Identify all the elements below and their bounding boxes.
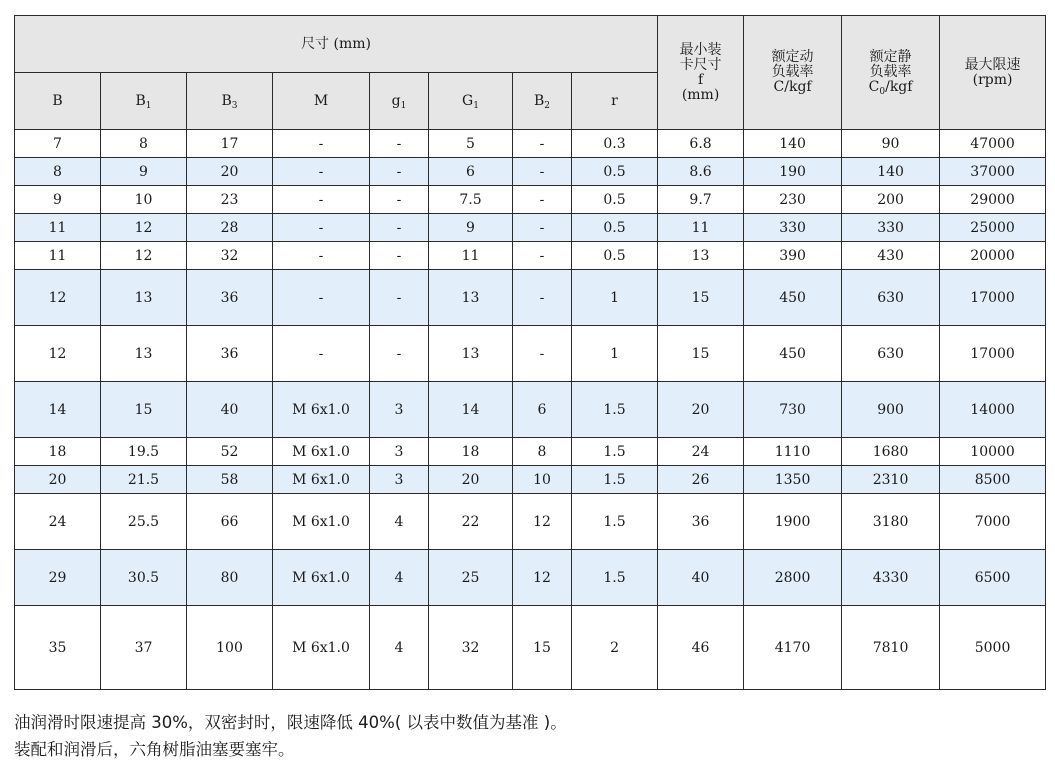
table-cell: - — [513, 242, 572, 270]
table-row — [15, 466, 1046, 494]
dim-col-symbol: r — [611, 92, 618, 109]
table-cell: 20000 — [940, 242, 1046, 270]
table-cell: 90 — [842, 130, 940, 158]
table-cell: 20 — [658, 382, 744, 438]
table-cell: 140 — [842, 158, 940, 186]
table-cell: 80 — [187, 550, 273, 606]
table-cell: 900 — [842, 382, 940, 438]
table-cell: 14 — [429, 382, 513, 438]
table-cell: 1350 — [744, 466, 842, 494]
table-cell: 12 — [15, 270, 101, 326]
static-load-line-1: 额定静 — [869, 49, 912, 65]
dim-col-symbol: B — [52, 92, 63, 109]
table-cell: 200 — [842, 186, 940, 214]
table-cell: 9 — [101, 158, 187, 186]
table-cell: 22 — [429, 494, 513, 550]
table-cell: 25000 — [940, 214, 1046, 242]
table-cell: 730 — [744, 382, 842, 438]
table-cell: 3180 — [842, 494, 940, 550]
table-cell: 23 — [187, 186, 273, 214]
dynamic-load-line-3: C/kgf — [773, 79, 812, 95]
table-cell: 630 — [842, 326, 940, 382]
static-load-line-2: 负载率 — [869, 64, 912, 80]
min-install-line-2: 卡尺寸 — [679, 56, 722, 73]
dim-col-symbol: B — [533, 92, 545, 109]
table-cell: - — [513, 158, 572, 186]
dynamic-load-header — [744, 16, 842, 130]
dim-col-header — [513, 73, 572, 130]
table-cell: - — [370, 186, 429, 214]
table-cell: 9 — [15, 186, 101, 214]
table-cell: 6500 — [940, 550, 1046, 606]
table-cell: 36 — [658, 494, 744, 550]
table-cell: 32 — [187, 242, 273, 270]
table-cell: 7000 — [940, 494, 1046, 550]
max-speed-line-2: (rpm) — [972, 71, 1013, 88]
table-cell: 12 — [101, 214, 187, 242]
header-row-1 — [15, 16, 1046, 73]
table-row — [15, 242, 1046, 270]
table-cell: 1.5 — [572, 466, 658, 494]
table-body — [15, 130, 1046, 690]
table-cell: 11 — [658, 214, 744, 242]
table-cell: 18 — [15, 438, 101, 466]
table-cell: 15 — [101, 382, 187, 438]
table-cell: 4 — [370, 550, 429, 606]
dim-col-subscript: 2 — [544, 100, 551, 111]
table-cell: 40 — [187, 382, 273, 438]
static-load-line-3 — [842, 80, 939, 95]
table-cell: - — [273, 242, 370, 270]
table-row — [15, 438, 1046, 466]
table-cell: 13 — [429, 270, 513, 326]
table-cell: 630 — [842, 270, 940, 326]
table-cell: 11 — [429, 242, 513, 270]
table-cell: 450 — [744, 270, 842, 326]
table-cell: 3 — [370, 466, 429, 494]
table-cell: - — [513, 270, 572, 326]
table-cell: 32 — [429, 606, 513, 690]
table-cell: 19.5 — [101, 438, 187, 466]
static-load-unit: /kgf — [885, 79, 913, 95]
table-cell: M 6x1.0 — [273, 438, 370, 466]
min-install-line-4: (mm) — [681, 86, 720, 103]
footnote-plug: 装配和润滑后，六角树脂油塞要塞牢。 — [14, 740, 295, 759]
table-cell: 4 — [370, 606, 429, 690]
table-cell: - — [513, 214, 572, 242]
table-cell: - — [273, 186, 370, 214]
table-cell: 47000 — [940, 130, 1046, 158]
table-cell: M 6x1.0 — [273, 466, 370, 494]
dim-col-header — [273, 73, 370, 130]
table-cell: 12 — [101, 242, 187, 270]
table-cell: 17000 — [940, 326, 1046, 382]
table-cell: 29 — [15, 550, 101, 606]
table-cell: 1900 — [744, 494, 842, 550]
table-cell: 0.5 — [572, 242, 658, 270]
table-cell: - — [513, 186, 572, 214]
table-cell: 190 — [744, 158, 842, 186]
footnote-speed: 油润滑时限速提高 30%，双密封时，限速降低 40%( 以表中数值为基准 )。 — [14, 713, 567, 732]
table-cell: 12 — [513, 494, 572, 550]
table-cell: 230 — [744, 186, 842, 214]
bearing-spec-table — [14, 15, 1046, 690]
max-speed-line-1: 最大限速 — [964, 56, 1021, 73]
table-cell: 1.5 — [572, 438, 658, 466]
table-cell: 36 — [187, 326, 273, 382]
table-cell: 14000 — [940, 382, 1046, 438]
table-cell: 3 — [370, 438, 429, 466]
table-row — [15, 326, 1046, 382]
static-load-header — [842, 16, 940, 130]
table-cell: 29000 — [940, 186, 1046, 214]
table-cell: 6 — [429, 158, 513, 186]
table-cell: 24 — [15, 494, 101, 550]
table-cell: 0.5 — [572, 214, 658, 242]
dim-col-symbol: B — [221, 92, 232, 109]
table-cell: - — [273, 214, 370, 242]
table-cell: - — [370, 214, 429, 242]
table-cell: - — [370, 130, 429, 158]
dim-col-symbol: B — [135, 92, 146, 109]
table-cell: 15 — [513, 606, 572, 690]
table-cell: 100 — [187, 606, 273, 690]
table-cell: 15 — [658, 270, 744, 326]
table-cell: 8 — [101, 130, 187, 158]
table-cell: 430 — [842, 242, 940, 270]
table-cell: 4330 — [842, 550, 940, 606]
table-cell: 5 — [429, 130, 513, 158]
dim-col-subscript: 1 — [473, 100, 479, 111]
table-cell: 21.5 — [101, 466, 187, 494]
table-cell: 28 — [187, 214, 273, 242]
table-cell: - — [370, 326, 429, 382]
table-cell: 2310 — [842, 466, 940, 494]
table-header — [15, 16, 1046, 130]
table-cell: 40 — [658, 550, 744, 606]
table-cell: 450 — [744, 326, 842, 382]
table-cell: 1.5 — [572, 382, 658, 438]
footnotes — [14, 709, 567, 763]
table-cell: 12 — [513, 550, 572, 606]
table-cell: 14 — [15, 382, 101, 438]
table-cell: 20 — [429, 466, 513, 494]
table-cell: 66 — [187, 494, 273, 550]
table-cell: 25 — [429, 550, 513, 606]
table-cell: 330 — [744, 214, 842, 242]
table-row — [15, 158, 1046, 186]
table-cell: 18 — [429, 438, 513, 466]
static-load-symbol: C — [868, 79, 880, 95]
table-cell: 13 — [101, 270, 187, 326]
max-speed-header — [940, 16, 1046, 130]
table-cell: 1.5 — [572, 550, 658, 606]
table-cell: 58 — [187, 466, 273, 494]
table-cell: 10 — [101, 186, 187, 214]
table-cell: - — [273, 270, 370, 326]
min-install-line-3: f — [697, 71, 704, 88]
table-cell: 1110 — [744, 438, 842, 466]
table-cell: 37000 — [940, 158, 1046, 186]
table-cell: M 6x1.0 — [273, 550, 370, 606]
dim-col-symbol: G — [462, 92, 474, 109]
table-cell: 11 — [15, 214, 101, 242]
table-row — [15, 382, 1046, 438]
table-cell: 6 — [513, 382, 572, 438]
table-cell: 3 — [370, 382, 429, 438]
table-cell: 12 — [15, 326, 101, 382]
dim-col-header — [429, 73, 513, 130]
table-cell: 7.5 — [429, 186, 513, 214]
table-cell: - — [370, 242, 429, 270]
table-cell: 8 — [15, 158, 101, 186]
min-install-header — [658, 16, 744, 130]
table-row — [15, 606, 1046, 690]
table-cell: 46 — [658, 606, 744, 690]
table-cell: 0.5 — [572, 186, 658, 214]
table-row — [15, 130, 1046, 158]
dim-col-header — [15, 73, 101, 130]
dim-col-symbol: M — [313, 92, 329, 109]
table-cell: - — [273, 326, 370, 382]
dimension-group-label: 尺寸 (mm) — [301, 35, 371, 52]
table-cell: - — [370, 270, 429, 326]
table-cell: 17 — [187, 130, 273, 158]
table-cell: 1 — [572, 326, 658, 382]
dim-col-header — [187, 73, 273, 130]
table-cell: 37 — [101, 606, 187, 690]
table-cell: 52 — [187, 438, 273, 466]
table-cell: 15 — [658, 326, 744, 382]
table-cell: 0.3 — [572, 130, 658, 158]
table-cell: M 6x1.0 — [273, 382, 370, 438]
table-cell: 36 — [187, 270, 273, 326]
table-cell: - — [273, 158, 370, 186]
dim-col-symbol: g — [391, 92, 401, 109]
table-cell: 1.5 — [572, 494, 658, 550]
table-cell: 6.8 — [658, 130, 744, 158]
table-cell: 35 — [15, 606, 101, 690]
table-cell: 1 — [572, 270, 658, 326]
table-cell: - — [273, 130, 370, 158]
table-cell: - — [370, 158, 429, 186]
table-cell: 330 — [842, 214, 940, 242]
table-cell: 10000 — [940, 438, 1046, 466]
table-cell: 25.5 — [101, 494, 187, 550]
dim-col-header — [101, 73, 187, 130]
table-cell: 2 — [572, 606, 658, 690]
table-cell: - — [513, 130, 572, 158]
table-cell: 20 — [187, 158, 273, 186]
table-cell: 2800 — [744, 550, 842, 606]
table-cell: 5000 — [940, 606, 1046, 690]
table-cell: 9.7 — [658, 186, 744, 214]
table-cell: 24 — [658, 438, 744, 466]
table-cell: 30.5 — [101, 550, 187, 606]
dim-col-subscript: 1 — [145, 100, 152, 111]
dim-col-header — [572, 73, 658, 130]
dynamic-load-line-1: 额定动 — [771, 49, 814, 65]
table-cell: M 6x1.0 — [273, 606, 370, 690]
table-cell: 9 — [429, 214, 513, 242]
table-row — [15, 214, 1046, 242]
dim-col-subscript: 1 — [400, 100, 407, 111]
table-cell: 17000 — [940, 270, 1046, 326]
table-cell: 20 — [15, 466, 101, 494]
table-cell: 4170 — [744, 606, 842, 690]
table-cell: 1680 — [842, 438, 940, 466]
table-cell: 7 — [15, 130, 101, 158]
table-cell: 8 — [513, 438, 572, 466]
table-cell: 0.5 — [572, 158, 658, 186]
table-cell: 8.6 — [658, 158, 744, 186]
table-cell: 390 — [744, 242, 842, 270]
table-row — [15, 270, 1046, 326]
table-cell: 10 — [513, 466, 572, 494]
table-cell: M 6x1.0 — [273, 494, 370, 550]
table-cell: 4 — [370, 494, 429, 550]
table-row — [15, 550, 1046, 606]
table-row — [15, 494, 1046, 550]
table-cell: 13 — [658, 242, 744, 270]
dimension-group-header — [15, 16, 658, 73]
dim-col-subscript: 3 — [231, 100, 238, 111]
min-install-line-1: 最小装 — [679, 41, 722, 58]
table-cell: 13 — [101, 326, 187, 382]
table-cell: - — [513, 326, 572, 382]
table-cell: 140 — [744, 130, 842, 158]
dynamic-load-line-2: 负载率 — [771, 64, 814, 80]
table-cell: 11 — [15, 242, 101, 270]
table-row — [15, 186, 1046, 214]
table-cell: 26 — [658, 466, 744, 494]
table-cell: 13 — [429, 326, 513, 382]
table-cell: 7810 — [842, 606, 940, 690]
dim-col-header — [370, 73, 429, 130]
table-cell: 8500 — [940, 466, 1046, 494]
static-load-subscript: 0 — [879, 87, 886, 97]
